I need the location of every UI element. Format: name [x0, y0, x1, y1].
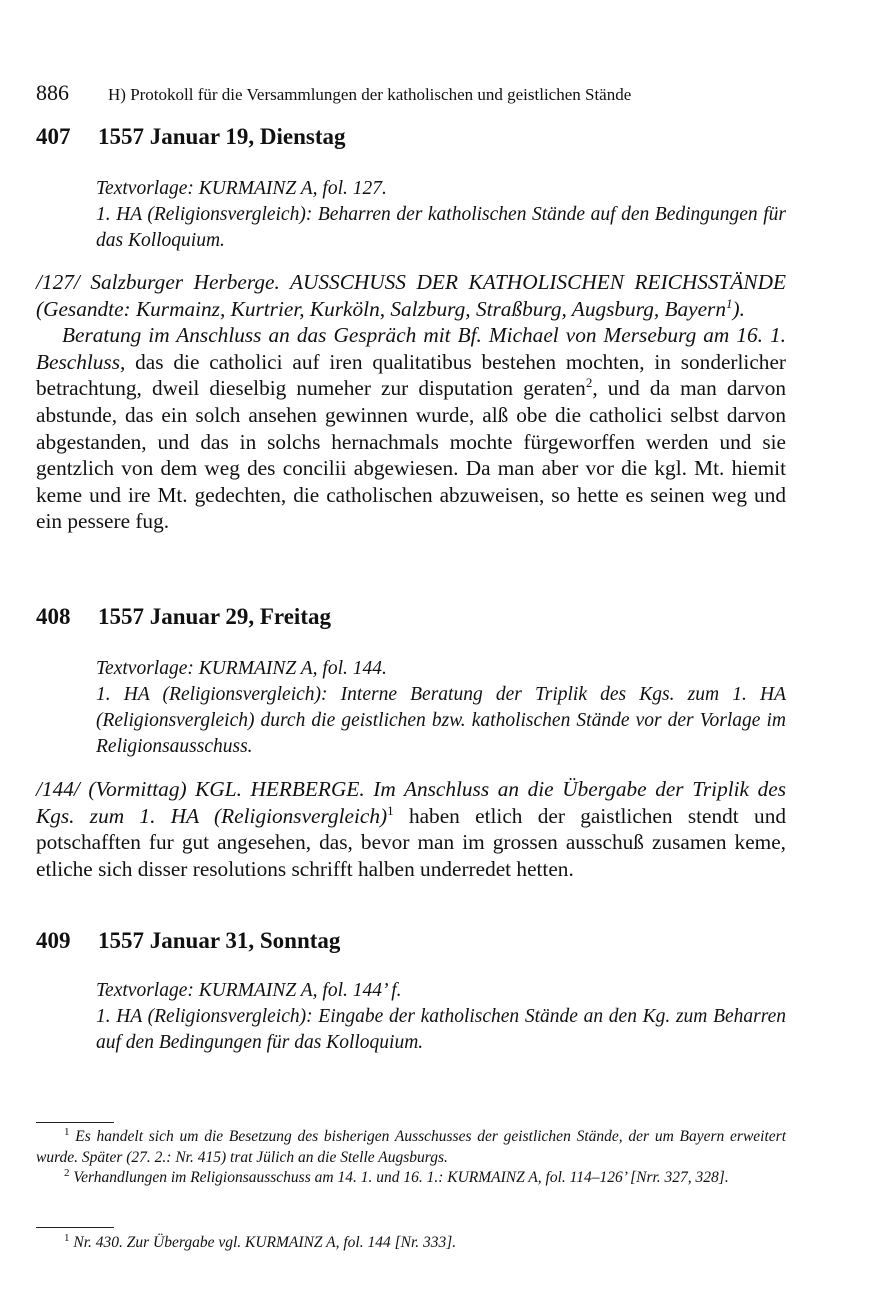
- footnote-ref: 2: [585, 375, 593, 391]
- doc-number: 407: [36, 124, 71, 149]
- footnotes-b: [36, 1233, 786, 1254]
- footnote-mark: 2: [64, 1166, 70, 1179]
- footnote-rule: [36, 1122, 114, 1123]
- lead-paragraph: [36, 269, 786, 322]
- footnote-rule: [36, 1227, 114, 1228]
- footnote-1: [36, 1127, 786, 1168]
- footnotes-a: [36, 1127, 786, 1189]
- footnote-2: [36, 1168, 786, 1189]
- main-paragraph: [36, 776, 786, 882]
- doc-body-407: [36, 269, 786, 535]
- footnote-mark: 1: [64, 1231, 70, 1244]
- doc-meta-409: [96, 978, 786, 1056]
- footnote-1: [36, 1233, 786, 1254]
- footnote-text: Nr. 430. Zur Übergabe vgl. KURMAINZ A, fol. 144 [Nr. 333].: [73, 1234, 457, 1251]
- paragraph-text: haben etlich der gaistlichen stendt und potschafften fur gut angesehen, das, bevor man im grossen ausschuß zusamen keme, etliche sich disser resolutions schrifft halben underredet hetten.: [36, 803, 786, 881]
- summary-note: 1. HA (Religionsvergleich): Interne Beratung der Triplik des Kgs. zum 1. HA (Religionsvergleich) durch die geistlichen bzw. katholischen Stände vor der Vorlage im Religionsausschuss.: [96, 684, 786, 757]
- source-note: Textvorlage: KURMAINZ A, fol. 127.: [96, 178, 387, 199]
- paragraph-text-2: , und da man darvon abstunde, das ein solch ansehen gewinnen wurde, alß obe die catholici selbst darvon abgestanden, und das in solchs hernachmals mochte fürgeworffen werden und sie gentzlich von dem weg des concilii abgewiesen. Da man aber vor die kgl. Mt. hiemit keme und ire Mt. gedechten, die catholischen abzuweisen, so hette es seinen weg und ein pessere fug.: [36, 376, 787, 534]
- doc-body-408: [36, 776, 786, 882]
- page-number: 886: [36, 80, 69, 105]
- lead-end: ).: [732, 296, 745, 321]
- doc-number: 408: [36, 604, 71, 629]
- footnote-ref: 1: [387, 802, 394, 818]
- main-paragraph: [36, 322, 786, 535]
- paragraph-intro: Beratung im Anschluss an das Gespräch mit Bf. Michael von Merseburg am 16. 1. Beschluss,: [36, 323, 786, 374]
- doc-date: 1557 Januar 31, Sonntag: [98, 928, 341, 953]
- doc-heading-409: [36, 928, 786, 954]
- source-note: Textvorlage: KURMAINZ A, fol. 144.: [96, 658, 387, 679]
- doc-number: 409: [36, 928, 71, 953]
- footnote-text: Es handelt sich um die Besetzung des bisherigen Ausschusses der geistlichen Stände, der um Bayern erweitert wurde. Später (27. 2.: Nr. 415) trat Jülich an die Stelle Augsburgs.: [36, 1128, 786, 1166]
- running-title: H) Protokoll für die Versammlungen der katholischen und geistlichen Stände: [108, 85, 632, 104]
- doc-meta-408: [96, 656, 786, 760]
- source-note: Textvorlage: KURMAINZ A, fol. 144’ f.: [96, 980, 402, 1001]
- doc-heading-408: [36, 604, 786, 630]
- doc-date: 1557 Januar 19, Dienstag: [98, 124, 346, 149]
- footnote-mark: 1: [64, 1125, 70, 1138]
- paragraph-text-1: das die catholici auf iren qualitatibus bestehen mochten, in sonderlicher betrachtung, dweil dieselbig numeher zur disputation geraten: [36, 349, 786, 401]
- doc-heading-407: [36, 124, 786, 150]
- footnote-text: Verhandlungen im Religionsausschuss am 14. 1. und 16. 1.: KURMAINZ A, fol. 114–126’ [Nrr. 327, 328].: [73, 1169, 729, 1186]
- doc-date: 1557 Januar 29, Freitag: [98, 604, 331, 629]
- lead-text: /127/ Salzburger Herberge. AUSSCHUSS DER KATHOLISCHEN REICHSSTÄNDE (Gesandte: Kurmainz, Kurtrier, Kurköln, Salzburg, Straßburg, Augsburg, Bayern: [36, 270, 786, 321]
- doc-meta-407: [96, 176, 786, 254]
- summary-note: 1. HA (Religionsvergleich): Eingabe der katholischen Stände an den Kg. zum Beharren auf den Bedingungen für das Kolloquium.: [96, 1006, 786, 1053]
- footnote-ref: 1: [726, 295, 733, 311]
- running-header: [36, 80, 786, 106]
- summary-note: 1. HA (Religionsvergleich): Beharren der katholischen Stände auf den Bedingungen für das Kolloquium.: [96, 204, 786, 251]
- lead-text: /144/ (Vormittag) KGL. HERBERGE. Im Anschluss an die Übergabe der Triplik des Kgs. zum 1. HA (Religionsvergleich): [36, 777, 786, 828]
